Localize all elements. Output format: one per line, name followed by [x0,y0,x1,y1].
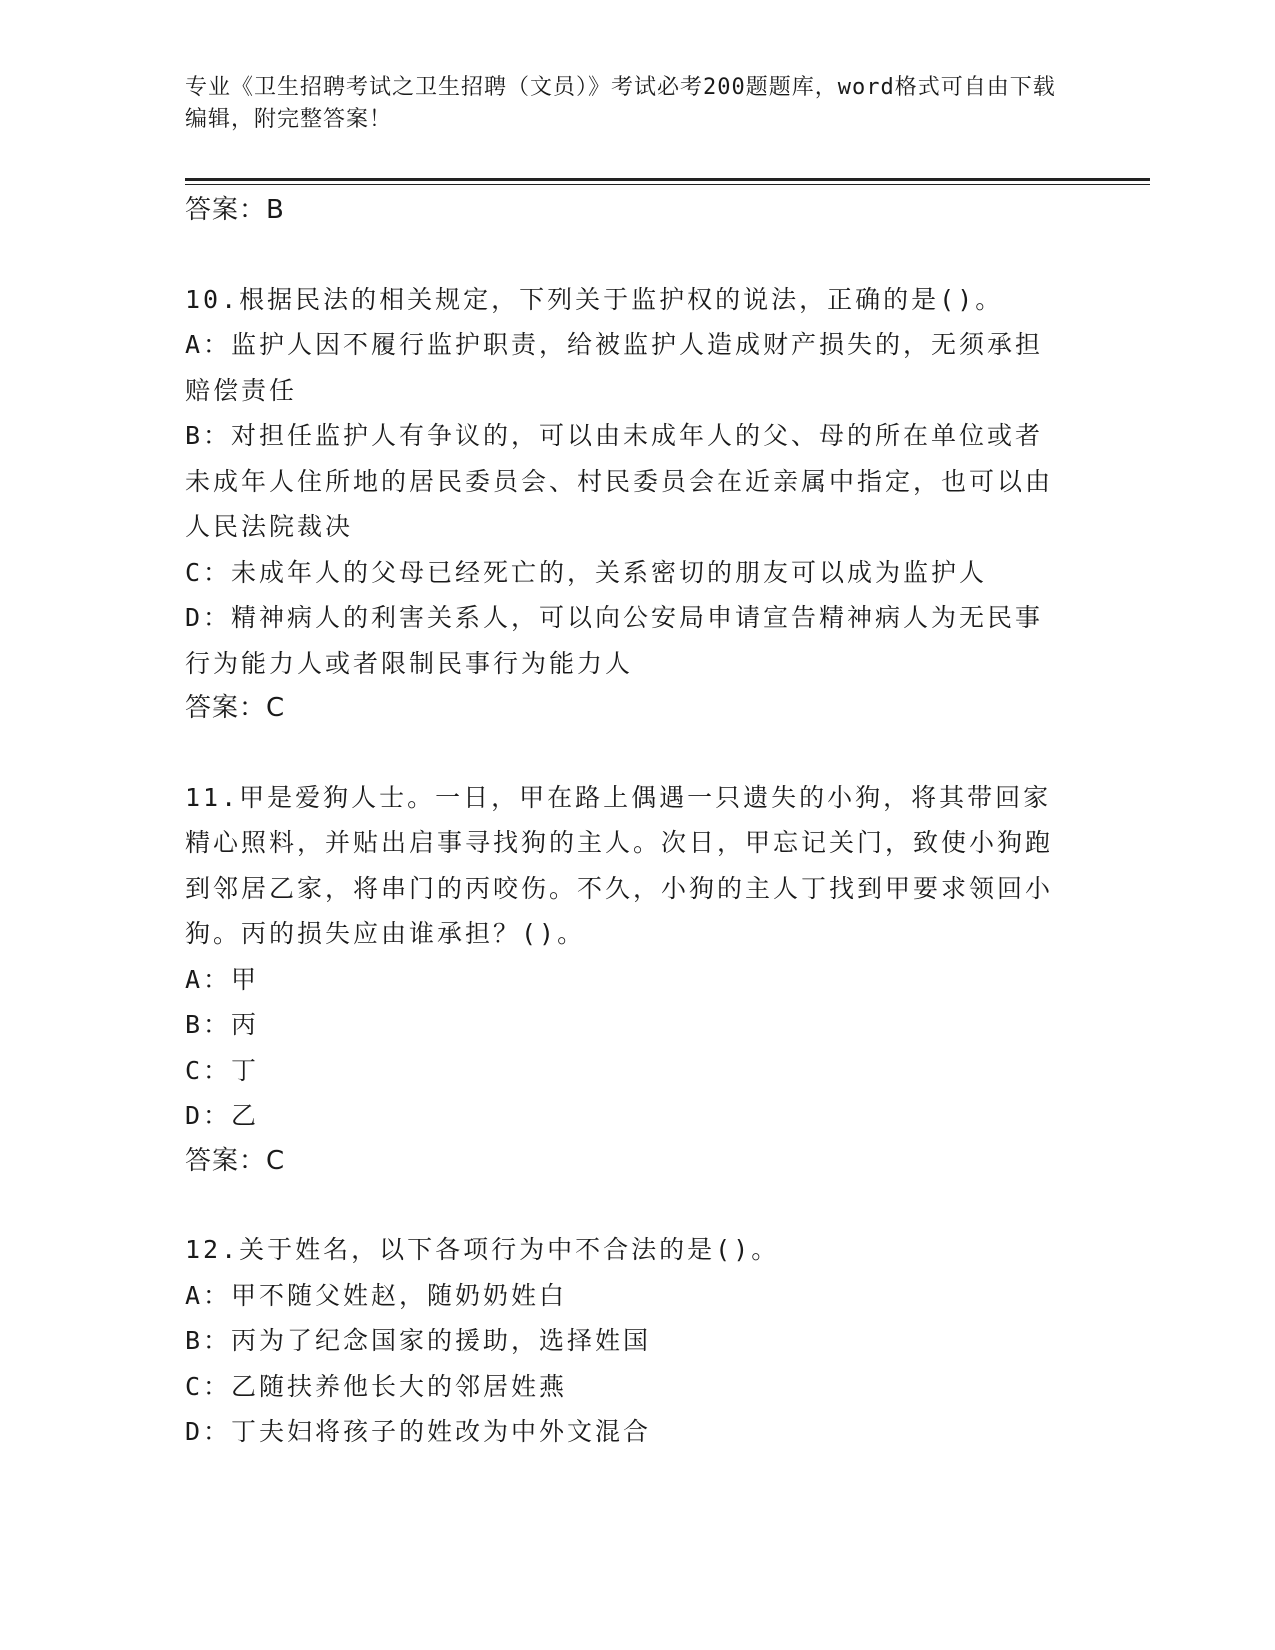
header-rule-thin [185,184,1150,185]
option-b: B：对担任监护人有争议的，可以由未成年人的父、母的所在单位或者未成年人住所地的居民委员会、村民委员会在近亲属中指定，也可以由人民法院裁决 [185,421,1054,541]
question-stem: 11.甲是爱狗人士。一日，甲在路上偶遇一只遗失的小狗，将其带回家精心照料，并贴出启事寻找狗的主人。次日，甲忘记关门，致使小狗跑到邻居乙家，将串门的丙咬伤。不久，小狗的主人丁找到甲要求领回小狗。丙的损失应由谁承担？()。 [185,782,1054,948]
question-stem: 10.根据民法的相关规定，下列关于监护权的说法，正确的是()。 [185,284,1004,314]
option-d: D：丁夫妇将孩子的姓改为中外文混合 [185,1417,652,1446]
option-a: A：甲 [185,964,260,994]
question-11 [185,775,1065,1185]
question-10 [185,277,1065,732]
header-title: 专业《卫生招聘考试之卫生招聘（文员）》考试必考200题题库，word格式可自由下载编辑，附完整答案！ [185,75,1056,132]
question-list [185,188,1065,1455]
answer: 答案：C [185,1145,286,1176]
spacer [185,732,1065,775]
spacer [185,1184,1065,1227]
question-stem: 12.关于姓名，以下各项行为中不合法的是()。 [185,1235,780,1264]
option-c: C：未成年人的父母已经死亡的，关系密切的朋友可以成为监护人 [185,557,988,587]
option-d: D：精神病人的利害关系人，可以向公安局申请宣告精神病人为无民事行为能力人或者限制民事行为能力人 [185,603,1044,678]
option-a: A：监护人因不履行监护职责，给被监护人造成财产损失的，无须承担赔偿责任 [185,330,1044,405]
option-a: A：甲不随父姓赵，随奶奶姓白 [185,1280,568,1310]
question-12 [185,1227,1065,1455]
document-header [185,72,1065,136]
option-d: D：乙 [185,1101,260,1130]
option-c: C：乙随扶养他长大的邻居姓燕 [185,1371,568,1401]
option-c: C：丁 [185,1055,260,1085]
previous-answer: 答案：B [185,195,285,225]
option-b: B：丙 [185,1010,260,1039]
spacer [185,234,1065,277]
option-b: B：丙为了纪念国家的援助，选择姓国 [185,1326,652,1355]
answer: 答案：C [185,693,286,723]
header-rule-thick [185,178,1150,181]
